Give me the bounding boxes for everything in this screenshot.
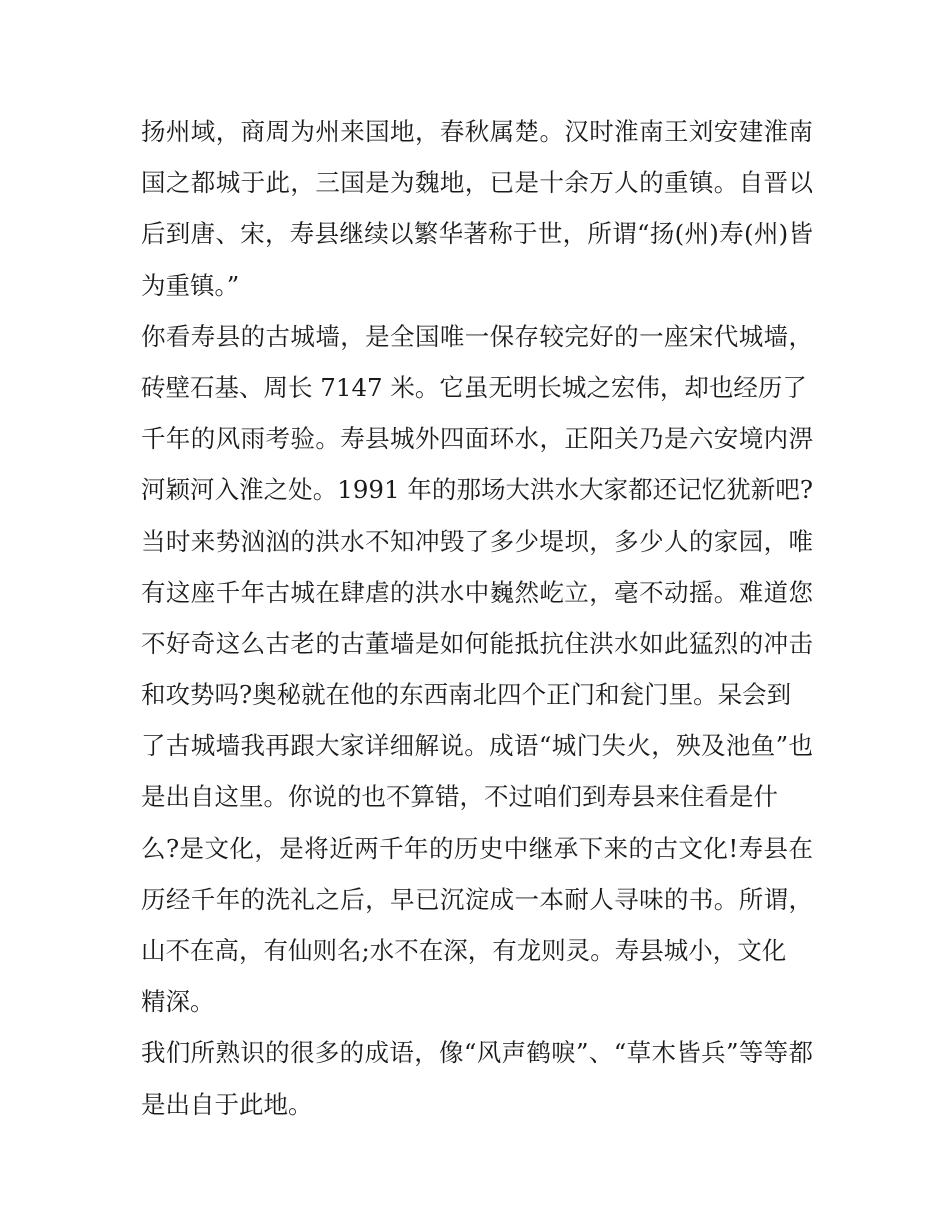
text-line: 扬州域，商周为州来国地，春秋属楚。汉时淮南王刘安建淮南: [141, 117, 813, 146]
text-line: 砖壁石基、周长 7147 米。它虽无明长城之宏伟，却也经历了: [141, 372, 807, 402]
text-line: 不好奇这么古老的古董墙是如何能抵抗住洪水如此猛烈的冲击: [141, 628, 813, 658]
text-line: 山不在高，有仙则名;水不在深，有龙则灵。寿县城小，文化: [141, 936, 787, 965]
document-body: [141, 106, 813, 1130]
text-line: 河颖河入淮之处。1991 年的那场大洪水大家都还记忆犹新吧?: [141, 475, 813, 505]
paragraph-1: [141, 106, 813, 311]
text-line: 是出自这里。你说的也不算错，不过咱们到寿县来住看是什: [141, 782, 778, 812]
text-line: 我们所熟识的很多的成语，像“风声鹤唳”、“草木皆兵”等等都: [141, 1038, 813, 1068]
text-line: 历经千年的洗礼之后，早已沉淀成一本耐人寻味的书。所谓，: [141, 884, 813, 914]
text-line: 国之都城于此，三国是为魏地，已是十余万人的重镇。自晋以: [141, 168, 813, 198]
text-line: 为重镇。”: [141, 270, 240, 300]
paragraph-2: [141, 311, 813, 1028]
text-line: 么?是文化，是将近两千年的历史中继承下来的古文化!寿县在: [141, 833, 813, 863]
text-line: 了古城墙我再跟大家详细解说。成语“城门失火，殃及池鱼”也: [141, 731, 813, 761]
paragraph-3: [141, 1027, 813, 1129]
text-line: 你看寿县的古城墙，是全国唯一保存较完好的一座宋代城墙，: [141, 321, 813, 351]
text-line: 有这座千年古城在肆虐的洪水中巍然屹立，毫不动摇。难道您: [141, 577, 813, 607]
text-line: 当时来势汹汹的洪水不知冲毁了多少堤坝，多少人的家园，唯: [141, 526, 813, 556]
text-line: 后到唐、宋，寿县继续以繁华著称于世，所谓“扬(州)寿(州)皆: [141, 219, 813, 249]
text-line: 和攻势吗?奥秘就在他的东西南北四个正门和瓮门里。呆会到: [141, 680, 792, 710]
text-line: 精深。: [141, 987, 215, 1017]
text-line: 是出自于此地。: [141, 1089, 313, 1119]
text-line: 千年的风雨考验。寿县城外四面环水，正阳关乃是六安境内淠: [141, 424, 813, 454]
